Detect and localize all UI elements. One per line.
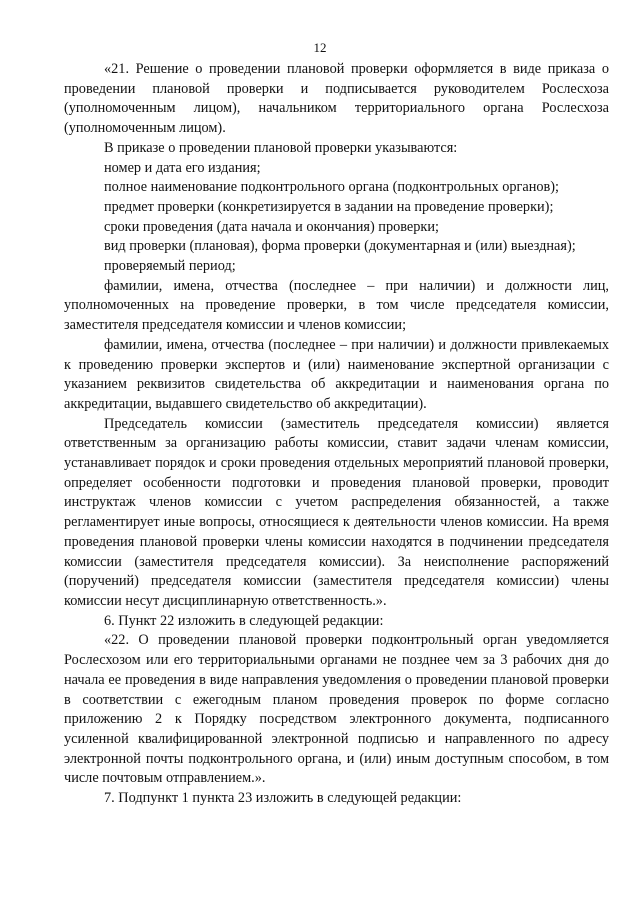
paragraph-notification: «22. О проведении плановой проверки подконтрольный орган уведомляется Рослесхозом или его территориальными органами не позднее чем за 3 рабочих дня до начала ее проведения в виде направления уведомления о проведении плановой проверки в соответствии с ежегодным планом проведения проверок по форме согласно приложению 2 к Порядку посредством электронного документа, подписанного усиленной квалифицированной электронной подписью и направленного по адресу электронной почты подконтрольного органа, и (или) иным доступным способом, в том числе почтовым отправлением.». xyxy=(64,632,609,787)
document-body xyxy=(64,60,609,809)
paragraph-item-7: 7. Подпункт 1 пункта 23 изложить в следующей редакции: xyxy=(104,790,462,807)
paragraph-item-6: 6. Пункт 22 изложить в следующей редакции: xyxy=(104,612,384,629)
paragraph-chairman: Председатель комиссии (заместитель председателя комиссии) является ответственным за организацию работы комиссии, ставит задачи членам комиссии, устанавливает порядок и сроки проведения отдельных мероприятий плановой проверки, определяет особенности подготовки и проведения плановой проверки, проводит инструктаж членов комиссии с учетом распределения обязанностей, а также регламентирует иные вопросы, относящиеся к деятельности членов комиссии. На время проведения плановой проверки члены комиссии находятся в подчинении председателя комиссии (заместителя председателя комиссии). За неисполнение распоряжений (поручений) председателя комиссии (заместителя председателя комиссии) члены комиссии несут дисциплинарную ответственность.». xyxy=(64,415,609,609)
list-item-type-form: вид проверки (плановая), форма проверки (документарная и (или) выездная); xyxy=(104,238,576,255)
list-item-full-name: полное наименование подконтрольного органа (подконтрольных органов); xyxy=(104,179,559,196)
page-number: 12 xyxy=(313,40,327,55)
list-item-authorized-persons: фамилии, имена, отчества (последнее – при наличии) и должности лиц, уполномоченных на проведение проверки, в том числе председателя комиссии, заместителя председателя комиссии и членов комиссии; xyxy=(64,277,609,334)
list-item-dates: сроки проведения (дата начала и окончания) проверки; xyxy=(104,218,439,235)
paragraph-decision-order: «21. Решение о проведении плановой проверки оформляется в виде приказа о проведении плановой проверки и подписывается руководителем Рослесхоза (уполномоченным лицом), начальником территориального органа Рослесхоза (уполномоченным лицом). xyxy=(64,61,609,137)
list-item-period: проверяемый период; xyxy=(104,258,236,275)
list-item-number-date: номер и дата его издания; xyxy=(104,159,261,176)
paragraph-order-contents-intro: В приказе о проведении плановой проверки указываются: xyxy=(104,139,458,156)
list-item-experts: фамилии, имена, отчества (последнее – при наличии) и должности привлекаемых к проведению проверки экспертов и (или) наименование экспертной организации с указанием реквизитов свидетельства об аккредитации и наименования органа по аккредитации, выдавшего свидетельство об аккредитации). xyxy=(64,336,609,412)
list-item-subject: предмет проверки (конкретизируется в задании на проведение проверки); xyxy=(104,198,554,215)
